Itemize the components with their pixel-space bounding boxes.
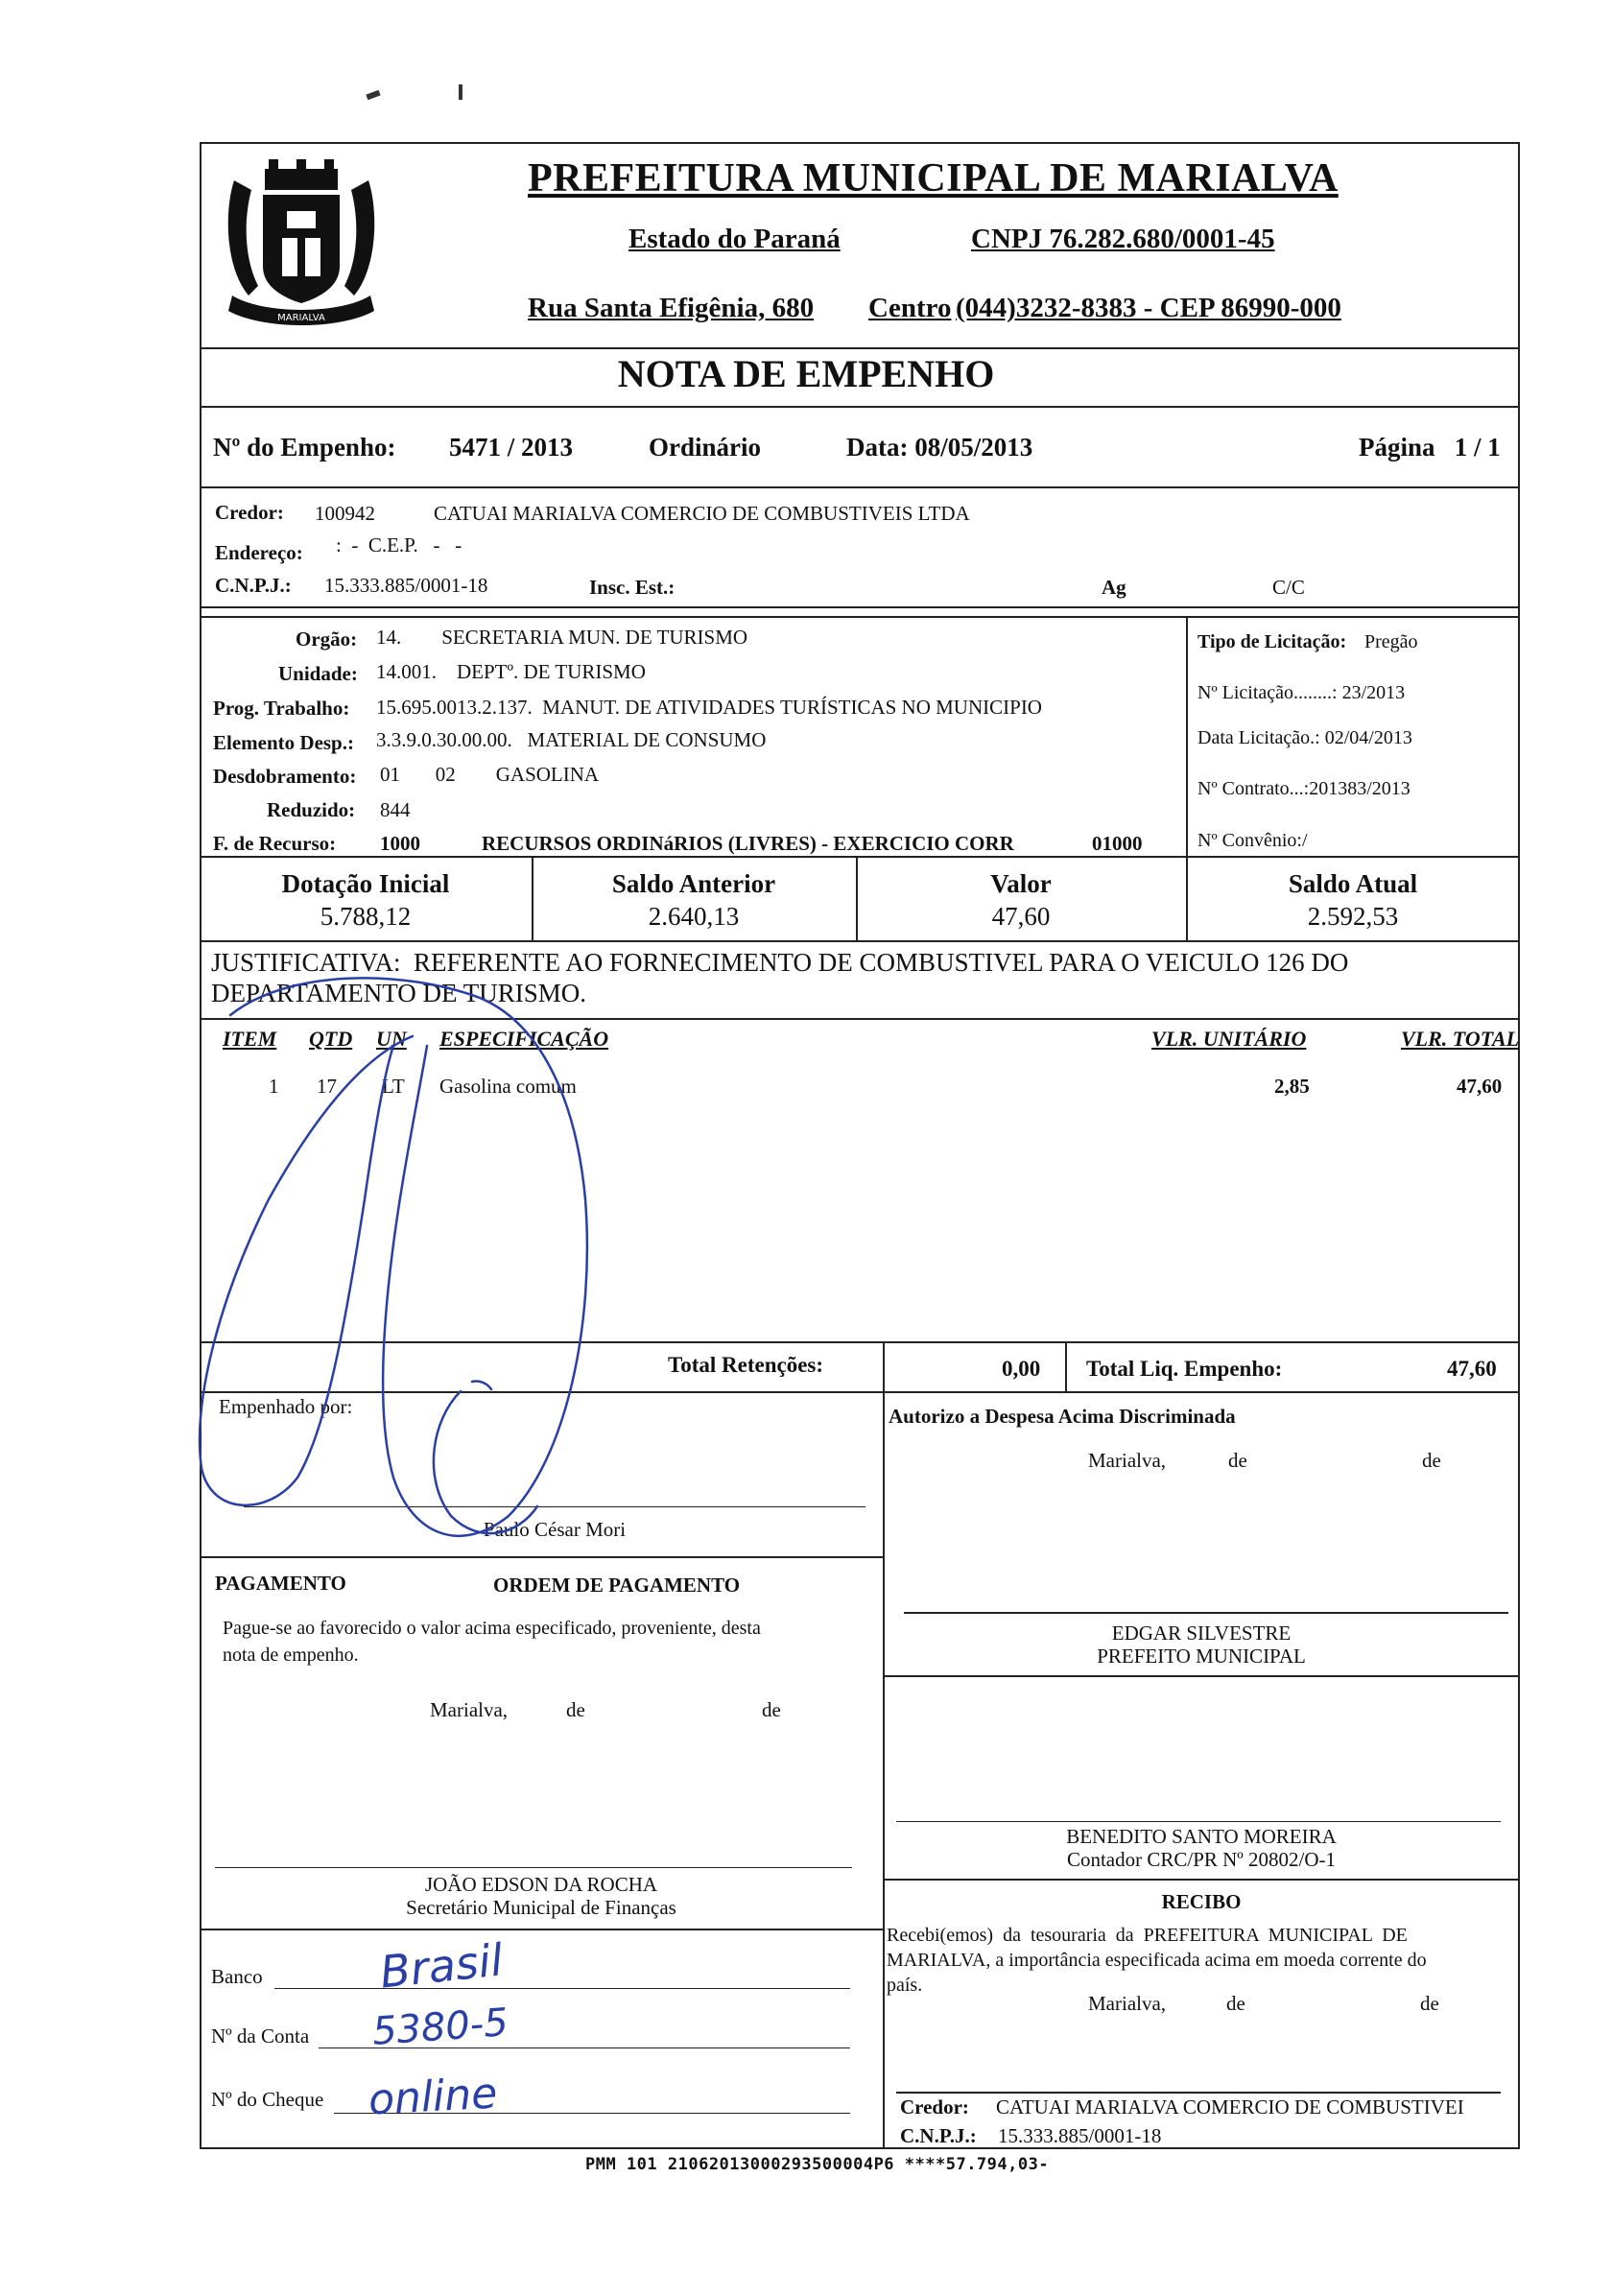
row-total: 47,60	[1457, 1075, 1503, 1098]
recurso-label: F. de Recurso:	[213, 832, 337, 855]
municipality-title: PREFEITURA MUNICIPAL DE MARIALVA	[528, 156, 1339, 201]
pagamento-label: PAGAMENTO	[215, 1572, 346, 1595]
prefeito-role: PREFEITO MUNICIPAL	[1097, 1645, 1306, 1668]
unidade-label: Unidade:	[278, 662, 358, 685]
col-header-item: ITEM	[223, 1027, 277, 1051]
credor-cnpj: 15.333.885/0001-18	[324, 574, 488, 597]
recibo-cnpj: 15.333.885/0001-18	[998, 2124, 1162, 2147]
row-un: LT	[382, 1075, 405, 1098]
saldo-anterior-value: 2.640,13	[648, 902, 740, 931]
elemento-label: Elemento Desp.:	[213, 731, 354, 754]
orgao-label: Orgão:	[296, 627, 358, 651]
document-title: NOTA DE EMPENHO	[617, 352, 995, 395]
contador-role: Contador CRC/PR Nº 20802/O-1	[1066, 1848, 1337, 1871]
col-header-un: UN	[376, 1027, 407, 1051]
recibo-de1: de	[1226, 1992, 1245, 2015]
licitacao-data: Data Licitação.: 02/04/2013	[1197, 727, 1412, 748]
empenhado-signer: Paulo César Mori	[483, 1518, 627, 1541]
recibo-credor: CATUAI MARIALVA COMERCIO DE COMBUSTIVEI	[996, 2095, 1464, 2118]
reduzido-value: 844	[380, 798, 411, 821]
prefeito-name: EDGAR SILVESTRE	[1111, 1621, 1292, 1645]
credor-name: CATUAI MARIALVA COMERCIO DE COMBUSTIVEIS LTDA	[434, 502, 970, 525]
address-label: Endereço:	[215, 541, 303, 564]
recibo-title: RECIBO	[1161, 1890, 1242, 1913]
secretario-role: Secretário Municipal de Finanças	[406, 1896, 676, 1919]
state-label: Estado do Paraná	[628, 224, 841, 254]
recibo-text1: Recebi(emos) da tesouraria da PREFEITURA MUNICIPAL DE	[887, 1925, 1408, 1946]
saldo-atual-value: 2.592,53	[1307, 902, 1399, 931]
insc-est-label: Insc. Est.:	[589, 576, 676, 599]
empenho-number-label: Nº do Empenho:	[213, 433, 396, 462]
phone-cep-label: (044)3232-8383 - CEP 86990-000	[956, 293, 1341, 323]
liquido-value: 47,60	[1447, 1357, 1497, 1381]
liquido-label: Total Liq. Empenho:	[1086, 1357, 1283, 1381]
banco-label: Banco	[211, 1965, 263, 1988]
pagamento-de1: de	[566, 1698, 585, 1721]
empenhado-label: Empenhado por:	[219, 1395, 353, 1418]
recurso-code: 1000	[380, 832, 420, 855]
desdobramento-value: 01 02 GASOLINA	[380, 763, 600, 786]
scan-mark	[366, 90, 380, 100]
recibo-credor-label: Credor:	[900, 2095, 969, 2118]
cc-label: C/C	[1272, 576, 1305, 599]
col-header-unit: VLR. UNITÁRIO	[1151, 1027, 1307, 1051]
desdobramento-label: Desdobramento:	[213, 765, 357, 788]
ordem-pagamento-title: ORDEM DE PAGAMENTO	[493, 1574, 741, 1597]
empenho-type: Ordinário	[649, 433, 762, 462]
credor-code: 100942	[315, 502, 375, 525]
recurso-desc: RECURSOS ORDINáRIOS (LIVRES) - EXERCICIO CORR	[482, 832, 1014, 855]
autorizo-de1: de	[1228, 1449, 1247, 1472]
saldo-atual-label: Saldo Atual	[1288, 869, 1418, 898]
svg-text:MARIALVA: MARIALVA	[277, 313, 325, 323]
cnpj-field-label: C.N.P.J.:	[215, 574, 292, 597]
licitacao-tipo: Pregão	[1364, 631, 1418, 652]
conta-label: Nº da Conta	[211, 2024, 310, 2047]
recibo-place: Marialva,	[1088, 1992, 1167, 2015]
credor-label: Credor:	[215, 501, 284, 524]
elemento-value: 3.3.9.0.30.00.00. MATERIAL DE CONSUMO	[376, 728, 767, 751]
pagamento-de2: de	[762, 1698, 781, 1721]
recibo-de2: de	[1420, 1992, 1439, 2015]
col-header-total: VLR. TOTAL	[1401, 1027, 1520, 1051]
ag-label: Ag	[1102, 576, 1126, 599]
col-header-qtd: QTD	[309, 1027, 353, 1051]
orgao-value: 14. SECRETARIA MUN. DE TURISMO	[376, 626, 748, 649]
row-item: 1	[269, 1075, 279, 1098]
recibo-text3: país.	[887, 1975, 923, 1996]
row-unit-price: 2,85	[1274, 1075, 1310, 1098]
row-spec: Gasolina comum	[439, 1075, 577, 1098]
pagamento-text2: nota de empenho.	[223, 1645, 359, 1666]
street-label: Rua Santa Efigênia, 680	[528, 293, 815, 323]
prog-trabalho-value: 15.695.0013.2.137. MANUT. DE ATIVIDADES TURÍSTICAS NO MUNICIPIO	[376, 696, 1042, 719]
col-header-spec: ESPECIFICAÇÃO	[439, 1027, 609, 1051]
address-value: : - C.E.P. - -	[336, 533, 462, 556]
cnpj-label: CNPJ 76.282.680/0001-45	[971, 224, 1275, 254]
district-label: Centro	[868, 293, 952, 323]
saldo-anterior-label: Saldo Anterior	[611, 869, 776, 898]
unidade-value: 14.001. DEPTº. DE TURISMO	[376, 660, 646, 683]
recibo-text2: MARIALVA, a importância especificada acima em moeda corrente do	[887, 1950, 1427, 1971]
recibo-cnpj-label: C.N.P.J.:	[900, 2124, 977, 2147]
licitacao-tipo-label: Tipo de Licitação:	[1197, 631, 1347, 652]
prog-trabalho-label: Prog. Trabalho:	[213, 697, 350, 720]
empenho-number: 5471 / 2013	[449, 433, 574, 462]
retencoes-value: 0,00	[1002, 1357, 1041, 1381]
reduzido-label: Reduzido:	[267, 798, 356, 821]
contrato: Nº Contrato...:201383/2013	[1197, 778, 1410, 799]
autorizo-de2: de	[1422, 1449, 1441, 1472]
justificativa-line2: DEPARTAMENTO DE TURISMO.	[211, 979, 587, 1007]
secretario-name: JOÃO EDSON DA ROCHA	[424, 1873, 658, 1896]
cheque-handwritten: online	[367, 2069, 499, 2125]
row-qtd: 17	[317, 1075, 337, 1098]
recurso-num: 01000	[1092, 832, 1143, 855]
conta-handwritten: 5380-5	[370, 2000, 510, 2054]
dotacao-value: 5.788,12	[320, 902, 412, 931]
autorizo-title: Autorizo a Despesa Acima Discriminada	[889, 1405, 1236, 1428]
pagamento-text1: Pague-se ao favorecido o valor acima especificado, proveniente, desta	[223, 1618, 761, 1639]
justificativa-line1: JUSTIFICATIVA: REFERENTE AO FORNECIMENTO DE COMBUSTIVEL PARA O VEICULO 126 DO	[211, 948, 1349, 977]
banco-handwritten: Brasil	[377, 1933, 506, 1999]
pagamento-place: Marialva,	[430, 1698, 509, 1721]
table-row	[0, 1075, 1612, 1103]
valor-label: Valor	[990, 869, 1052, 898]
scan-mark	[459, 84, 462, 100]
autorizo-place: Marialva,	[1088, 1449, 1167, 1472]
convenio: Nº Convênio:/	[1197, 830, 1308, 851]
empenho-date: Data: 08/05/2013	[846, 433, 1033, 462]
licitacao-numero: Nº Licitação........: 23/2013	[1197, 682, 1406, 703]
coat-of-arms-icon	[205, 152, 397, 343]
retencoes-label: Total Retenções:	[668, 1353, 824, 1377]
valor-value: 47,60	[991, 902, 1051, 931]
cheque-label: Nº do Cheque	[211, 2088, 324, 2111]
footer-code: PMM 101 21062013000293500004P6 ****57.794,03-	[585, 2155, 1050, 2174]
dotacao-label: Dotação Inicial	[281, 869, 450, 898]
contador-name: BENEDITO SANTO MOREIRA	[1066, 1825, 1337, 1848]
page-indicator: Página 1 / 1	[1359, 433, 1501, 462]
